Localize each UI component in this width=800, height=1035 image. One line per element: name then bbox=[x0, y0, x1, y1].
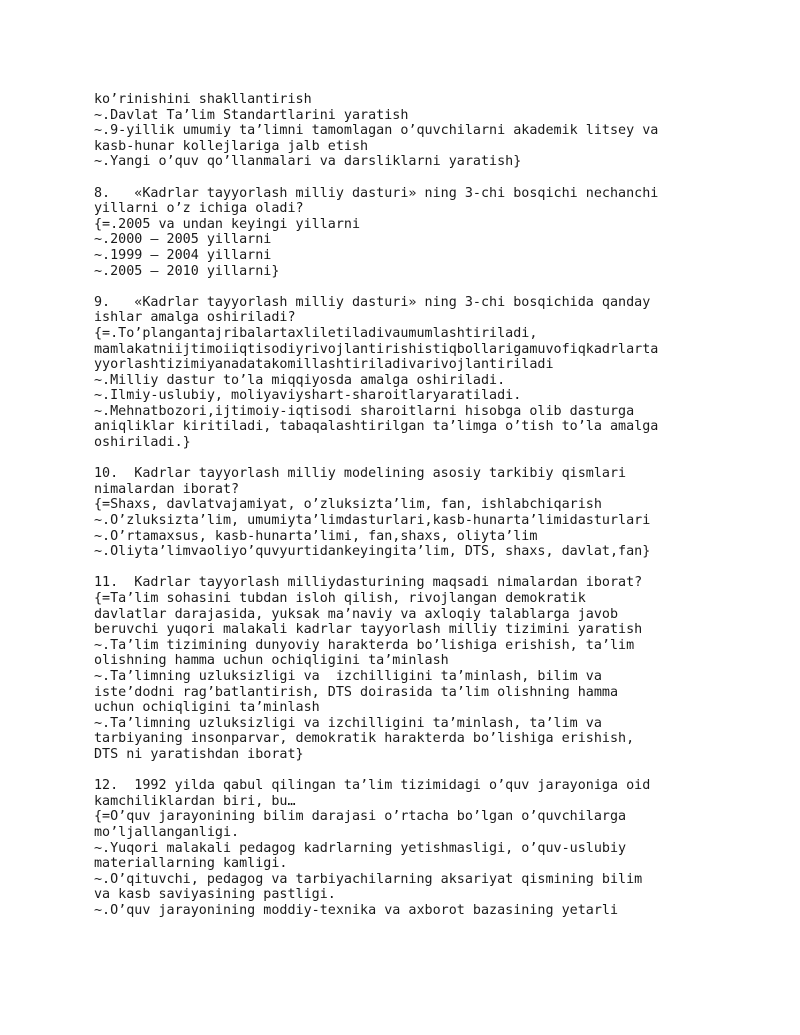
text-line: mo’ljallanganligi. bbox=[94, 824, 240, 840]
text-line: ~.Ta’lim tizimining dunyoviy harakterda bo’lishiga erishish, ta’lim bbox=[94, 637, 635, 653]
document-page bbox=[94, 92, 714, 918]
text-line: DTS ni yaratishdan iborat} bbox=[94, 746, 304, 762]
blank-line bbox=[94, 451, 714, 467]
text-line: ~.9-yillik umumiy ta’limni tamomlagan o’quvchilarni akademik litsey va bbox=[94, 123, 659, 139]
text-line: materiallarning kamligi. bbox=[94, 856, 288, 872]
text-line: 11. Kadrlar tayyorlash milliydasturining maqsadi nimalardan iborat? bbox=[94, 575, 643, 591]
text-line: 10. Kadrlar tayyorlash milliy modelining asosiy tarkibiy qismlari bbox=[94, 466, 627, 482]
text-line: davlatlar darajasida, yuksak ma’naviy va axloqiy talablarga javob bbox=[94, 606, 619, 622]
text-line: {=O’quv jarayonining bilim darajasi o’rtacha bo’lgan o’quvchilarga bbox=[94, 809, 627, 825]
text-line: ko’rinishini shakllantirish bbox=[94, 92, 312, 107]
text-line: ~.O’qituvchi, pedagog va tarbiyachilarning aksariyat qismining bilim bbox=[94, 871, 643, 887]
text-line: {=.2005 va undan keyingi yillarni bbox=[94, 216, 361, 232]
text-line: 8. «Kadrlar tayyorlash milliy dasturi» ning 3-chi bosqichi nechanchi bbox=[94, 185, 659, 201]
text-line: ~.O’zluksizta’lim, umumiyta’limdasturlari,kasb-hunarta’limidasturlari bbox=[94, 513, 651, 529]
text-line: yyorlashtizimiyanadatakomillashtiriladivarivojlantiriladi bbox=[94, 357, 554, 373]
text-line: tarbiyaning insonparvar, demokratik harakterda bo’lishiga erishish, bbox=[94, 731, 635, 747]
text-line: ~.Ta’limning uzluksizligi va izchilligini ta’minlash, bilim va bbox=[94, 668, 602, 684]
text-line: ~.Oliyta’limvaoliyo’quvyurtidankeyingita’lim, DTS, shaxs, davlat,fan} bbox=[94, 544, 651, 560]
text-line: ~.Yangi o’quv qo’llanmalari va darsliklarni yaratish} bbox=[94, 154, 522, 170]
text-line: 12. 1992 yilda qabul qilingan ta’lim tizimidagi o’quv jarayoniga oid bbox=[94, 778, 651, 794]
text-line: ~.O’quv jarayonining moddiy-texnika va axborot bazasining yetarli bbox=[94, 902, 619, 918]
text-line: ~.2000 – 2005 yillarni bbox=[94, 232, 272, 248]
text-line: ~.Mehnatbozori,ijtimoiy-iqtisodi sharoitlarni hisobga olib dasturga bbox=[94, 403, 635, 419]
blank-line bbox=[94, 170, 714, 186]
text-line: aniqliklar kiritiladi, tabaqalashtirilgan ta’limga o’tish to’la amalga bbox=[94, 419, 659, 435]
text-line: ~.2005 – 2010 yillarni} bbox=[94, 263, 280, 279]
text-line: ~.Milliy dastur to’la miqqiyosda amalga oshiriladi. bbox=[94, 372, 506, 388]
blank-line bbox=[94, 560, 714, 576]
text-line: iste’dodni rag’batlantirish, DTS doirasida ta’lim olishning hamma bbox=[94, 684, 619, 700]
text-line: nimalardan iborat? bbox=[94, 481, 240, 497]
text-line: ~.Davlat Ta’lim Standartlarini yaratish bbox=[94, 107, 409, 123]
text-line: ~.Ta’limning uzluksizligi va izchilligini ta’minlash, ta’lim va bbox=[94, 715, 602, 731]
text-line: beruvchi yuqori malakali kadrlar tayyorlash milliy tizimini yaratish bbox=[94, 622, 643, 638]
text-line: ishlar amalga oshiriladi? bbox=[94, 310, 296, 326]
text-line: kamchiliklardan biri, bu… bbox=[94, 793, 296, 809]
text-line: oshiriladi.} bbox=[94, 435, 191, 451]
text-line: ~.Yuqori malakali pedagog kadrlarning yetishmasligi, o’quv-uslubiy bbox=[94, 840, 627, 856]
text-line: yillarni o’z ichiga oladi? bbox=[94, 201, 304, 217]
text-line: {=.To’plangantajribalartaxliletiladivaumumlashtiriladi, bbox=[94, 325, 538, 341]
text-line: mamlakatniijtimoiiqtisodiyrivojlantirishistiqbollarigamuvofiqkadrlarta bbox=[94, 341, 659, 357]
text-line: ~.1999 – 2004 yillarni bbox=[94, 247, 272, 263]
text-line: 9. «Kadrlar tayyorlash milliy dasturi» ning 3-chi bosqichida qanday bbox=[94, 294, 651, 310]
blank-line bbox=[94, 279, 714, 295]
text-line: va kasb saviyasining pastligi. bbox=[94, 887, 336, 903]
text-line: uchun ochiqligini ta’minlash bbox=[94, 700, 320, 716]
text-line: {=Shaxs, davlatvajamiyat, o’zluksizta’lim, fan, ishlabchiqarish bbox=[94, 497, 602, 513]
blank-line bbox=[94, 763, 714, 779]
text-line: kasb-hunar kollejlariga jalb etish bbox=[94, 138, 369, 154]
text-line: {=Ta’lim sohasini tubdan isloh qilish, rivojlangan demokratik bbox=[94, 591, 586, 606]
text-line: olishning hamma uchun ochiqligini ta’minlash bbox=[94, 653, 449, 669]
text-line: ~.Ilmiy-uslubiy, moliyaviyshart-sharoitlaryaratiladi. bbox=[94, 388, 522, 404]
text-line: ~.O’rtamaxsus, kasb-hunarta’limi, fan,shaxs, oliyta’lim bbox=[94, 528, 538, 544]
